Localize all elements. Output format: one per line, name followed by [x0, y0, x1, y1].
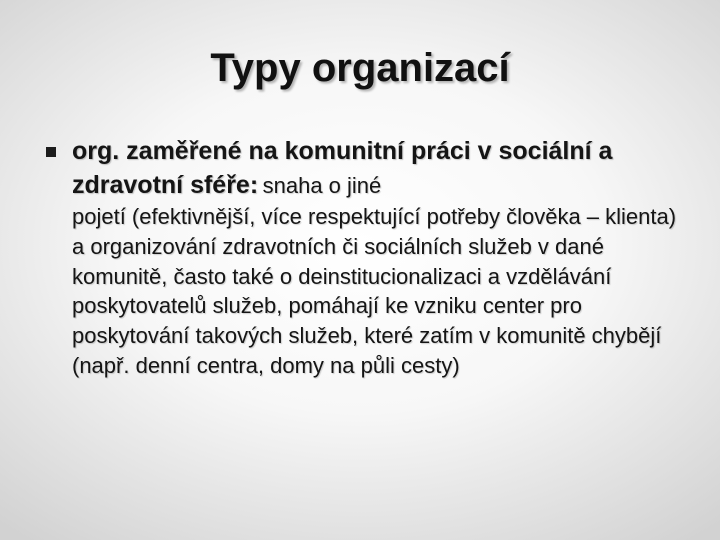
bullet-body-text: pojetí (efektivnější, více respektující potřeby člověka – klienta) a organizování zdravotních či sociálních služeb v dané komunitě, často také o deinstitucionalizaci a vzdělávání poskytovatelů služeb, pomáhají ke vzniku center pro poskytování takových služeb, které zatím v komunitě chybějí (např. denní centra, domy na půli cesty) [72, 204, 677, 378]
bullet-list [44, 134, 684, 381]
square-bullet-icon [46, 147, 56, 157]
bullet-text-start [263, 173, 382, 198]
bullet-item [44, 134, 684, 381]
bullet-lead-text: org. zaměřené na komunitní práci v sociální a zdravotní sféře: [72, 137, 613, 199]
bullet-content [72, 134, 684, 381]
slide-title: Typy organizací [210, 46, 510, 90]
bullet-text-start-value: snaha o jiné [262, 173, 382, 198]
